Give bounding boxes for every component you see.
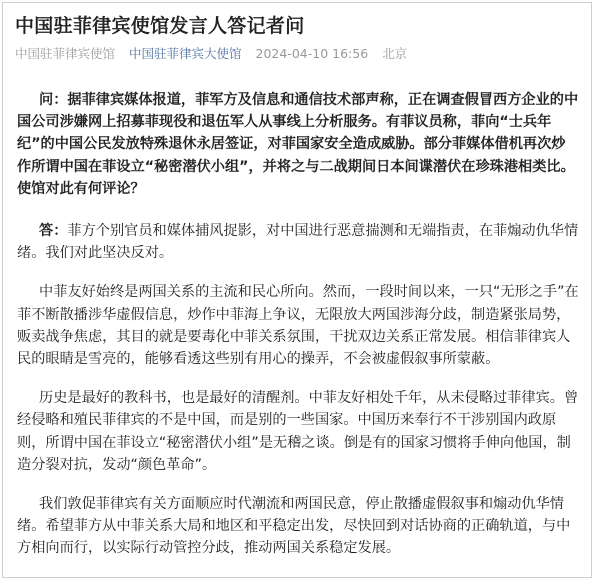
article-title: 中国驻菲律宾使馆发言人答记者问 (15, 15, 305, 37)
body-paragraph-text: 我们敦促菲律宾有关方面顺应时代潮流和两国民意，停止散播虚假叙事和煽动仇华情绪。希望菲方从中菲关系大局和地区和平稳定出发，尽快回到对话协商的正确轨道，与中方相向而行，以实际行动管控分歧，推动两国关系稳定发展。 (17, 496, 571, 557)
answer-label: 答： (39, 223, 68, 240)
source-name: 中国驻菲律宾使馆 (15, 46, 116, 61)
body-paragraph-text: 中菲友好始终是两国关系的主流和民心所向。然而，一段时间以来，一只“无形之手”在菲不断散播涉华虚假信息，炒作中菲海上争议，无限放大两国涉海分歧，制造紧张局势，贩卖战争焦虑，其目的就是要毒化中菲关系氛围，干扰双边关系正常发展。相信菲律宾人民的眼睛是雪亮的，能够看透这些别有用心的操弄，不会被虚假叙事所蒙蔽。 (17, 284, 579, 368)
answer-paragraph (17, 220, 579, 264)
article-meta (15, 44, 417, 62)
article-frame (2, 2, 592, 578)
publish-datetime: 2024-04-10 16:56 (255, 46, 369, 61)
body-paragraph (17, 387, 579, 476)
article-body (17, 89, 579, 577)
question-text: 据菲律宾媒体报道，菲军方及信息和通信技术部声称，正在调查假冒西方企业的中国公司涉嫌网上招募菲现役和退伍军人从事线上分析服务。有菲议员称，菲向“士兵年纪”的中国公民发放特殊退休永居签证，对菲国家安全造成威胁。部分菲媒体借机再次炒作所谓中国在菲设立“秘密潜伏小组”，并将之与二战期间日本间谍潜伏在珍珠港相类比。使馆对此有何评论？ (17, 92, 579, 197)
answer-text: 菲方个别官员和媒体捕风捉影，对中国进行恶意揣测和无端指责，在菲煽动仇华情绪。我们对此坚决反对。 (17, 223, 579, 262)
source-account-link[interactable]: 中国驻菲律宾大使馆 (129, 46, 242, 61)
body-paragraph (17, 493, 579, 560)
publish-location: 北京 (382, 46, 408, 61)
body-paragraph (17, 281, 579, 370)
question-paragraph (17, 89, 579, 200)
body-paragraph-text: 历史是最好的教科书，也是最好的清醒剂。中菲友好相处千年，从未侵略过菲律宾。曾经侵略和殖民菲律宾的不是中国，而是别的一些国家。中国历来奉行不干涉别国内政原则，所谓中国在菲设立“秘密潜伏小组”是无稽之谈。倒是有的国家习惯将手伸向他国，制造分裂对抗，发动“颜色革命”。 (17, 390, 579, 473)
question-label: 问： (39, 92, 68, 108)
